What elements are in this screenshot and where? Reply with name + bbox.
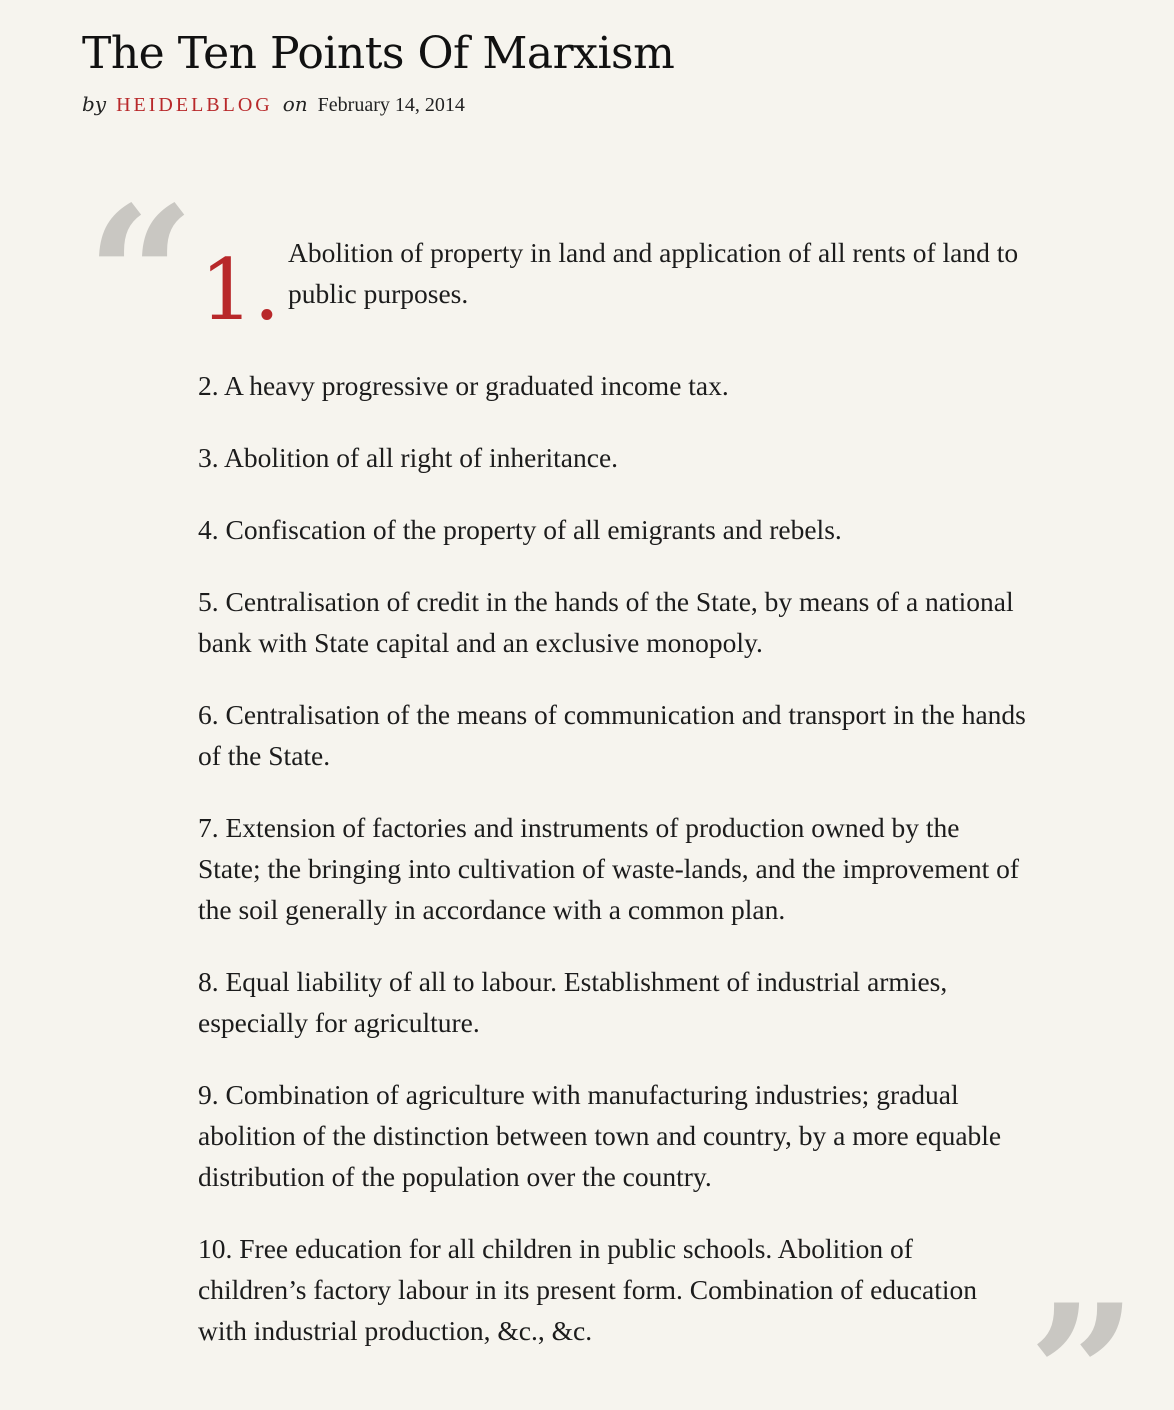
post-date: February 14, 2014 [317, 94, 465, 116]
dropcap-number: 1. [200, 241, 281, 339]
point-2: 2. A heavy progressive or graduated income tax. [198, 370, 729, 401]
point-8: 8. Equal liability of all to labour. Establishment of industrial armies, especially for agriculture. [198, 966, 948, 1038]
point-1: Abolition of property in land and application of all rents of land to public purposes. [288, 237, 1019, 309]
point-5: 5. Centralisation of credit in the hands of the State, by means of a national bank with State capital and an exclusive monopoly. [198, 586, 1014, 658]
point-3: 3. Abolition of all right of inheritance. [198, 442, 619, 473]
open-quote-mark: “ [86, 165, 196, 388]
point-4: 4. Confiscation of the property of all emigrants and rebels. [198, 514, 842, 545]
point-9: 9. Combination of agriculture with manufacturing industries; gradual abolition of the distinction between town and country, by a more equable distribution of the population over the country. [198, 1079, 1002, 1192]
author-link[interactable]: HEIDELBLOG [116, 94, 273, 116]
byline [82, 90, 465, 119]
on-label: on [282, 92, 308, 116]
point-6: 6. Centralisation of the means of communication and transport in the hands of the State. [198, 699, 1026, 771]
blockquote [198, 232, 1028, 1382]
point-10: 10. Free education for all children in public schools. Abolition of children’s factory labour in its present form. Combination of education with industrial production, &c., &c. [198, 1233, 977, 1346]
close-quote-mark: ” [1028, 1263, 1138, 1410]
by-label: by [82, 92, 107, 116]
post-title: The Ten Points Of Marxism [82, 28, 675, 79]
point-7: 7. Extension of factories and instruments of production owned by the State; the bringing into cultivation of waste-lands, and the improvement of the soil generally in accordance with a common plan. [198, 812, 1019, 925]
